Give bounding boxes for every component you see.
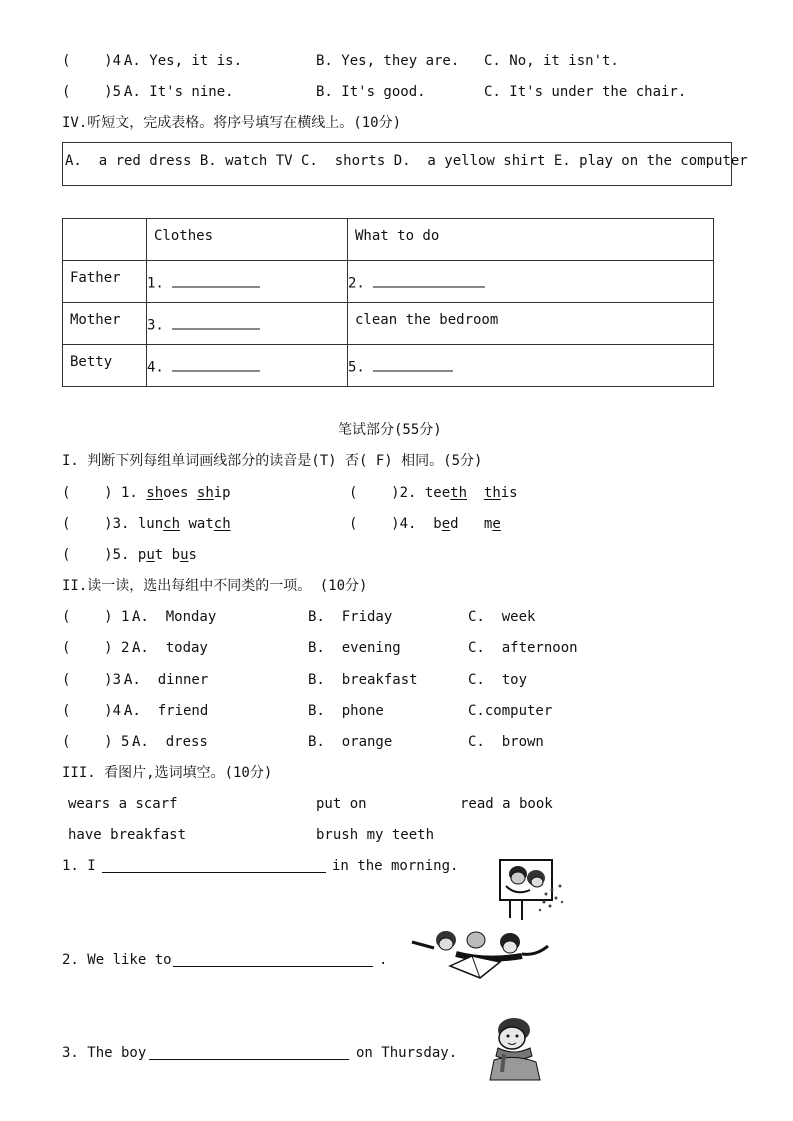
header-cell-todo: What to do xyxy=(348,219,714,261)
part2-heading: II.读一读，选出每组中不同类的一项。 (10分) xyxy=(62,578,368,594)
table-row xyxy=(63,261,714,303)
p2-item-5-a: A. dress xyxy=(132,734,208,750)
q1-suffix: in the morning. xyxy=(332,858,459,874)
q3-suffix: on Thursday. xyxy=(356,1045,458,1061)
word-bank-item: brush my teeth xyxy=(316,827,435,843)
q5-option-a: A. It's nine. xyxy=(124,84,234,100)
options-text: A. a red dress B. watch TV C. shorts D. a yellow shirt E. play on the computer xyxy=(65,153,748,169)
p2-item-3-c: C. toy xyxy=(468,672,528,688)
children-mirror-picture xyxy=(496,856,568,922)
person-cell: Mother xyxy=(63,303,147,345)
q3-answer-line[interactable] xyxy=(149,1059,349,1060)
options-box xyxy=(62,142,748,186)
p2-item-5-paren: ( ) 5. xyxy=(62,734,138,750)
table-header-row xyxy=(63,219,714,261)
answer-table xyxy=(62,218,714,387)
p2-item-3-a: A. dinner xyxy=(124,672,209,688)
q2-answer-line[interactable] xyxy=(173,966,373,967)
table-row xyxy=(63,303,714,345)
q3-prefix: 3. The boy xyxy=(62,1045,147,1061)
p1-item-4: ( )4. bed me xyxy=(349,516,501,532)
clothes-answer-cell[interactable]: 1. xyxy=(147,261,348,303)
p2-item-3-paren: ( )3. xyxy=(62,672,130,688)
part3-heading: III. 看图片,选词填空。(10分) xyxy=(62,765,273,781)
written-title: 笔试部分(55分) xyxy=(338,422,442,438)
p2-item-4-paren: ( )4. xyxy=(62,703,130,719)
q4-option-b: B. Yes, they are. xyxy=(316,53,460,69)
p2-item-4-b: B. phone xyxy=(308,703,384,719)
clothes-answer-cell[interactable]: 4. xyxy=(147,345,348,387)
word-bank-item: wears a scarf xyxy=(68,796,178,812)
p1-item-5: ( )5. put bus xyxy=(62,547,197,563)
children-reading-picture xyxy=(406,926,552,984)
q5-option-b: B. It's good. xyxy=(316,84,426,100)
clothes-answer-cell[interactable]: 3. xyxy=(147,303,348,345)
person-cell: Betty xyxy=(63,345,147,387)
q5-option-c: C. It's under the chair. xyxy=(484,84,687,100)
q1-prefix: 1. I xyxy=(62,858,96,874)
person-cell: Father xyxy=(63,261,147,303)
todo-answer-cell[interactable]: 2. xyxy=(348,261,714,303)
p2-item-4-a: A. friend xyxy=(124,703,209,719)
q2-prefix: 2. We like to xyxy=(62,952,172,968)
p2-item-2-a: A. today xyxy=(132,640,208,656)
p2-item-2-b: B. evening xyxy=(308,640,401,656)
part1-heading: I. 判断下列每组单词画线部分的读音是(T) 否( F) 相同。(5分) xyxy=(62,453,483,469)
p2-item-4-c: C.computer xyxy=(468,703,553,719)
p2-item-3-b: B. breakfast xyxy=(308,672,418,688)
word-bank-item: have breakfast xyxy=(68,827,187,843)
p1-item-2: ( )2. teeth this xyxy=(349,485,518,501)
p1-item-1: ( ) 1. shoes ship xyxy=(62,485,231,501)
q4-paren: ( )4. xyxy=(62,53,130,69)
word-bank-item: put on xyxy=(316,796,367,812)
q1-answer-line[interactable] xyxy=(102,872,326,873)
boy-scarf-picture xyxy=(484,1014,546,1084)
todo-text-cell: clean the bedroom xyxy=(348,303,714,345)
p2-item-2-c: C. afternoon xyxy=(468,640,578,656)
p2-item-1-b: B. Friday xyxy=(308,609,393,625)
q5-paren: ( )5. xyxy=(62,84,130,100)
p2-item-2-paren: ( ) 2. xyxy=(62,640,138,656)
header-cell-clothes: Clothes xyxy=(147,219,348,261)
p1-item-3: ( )3. lunch watch xyxy=(62,516,231,532)
table-row xyxy=(63,345,714,387)
word-bank-item: read a book xyxy=(460,796,553,812)
p2-item-5-c: C. brown xyxy=(468,734,544,750)
q4-option-c: C. No, it isn't. xyxy=(484,53,619,69)
todo-answer-cell[interactable]: 5. xyxy=(348,345,714,387)
q2-suffix: . xyxy=(379,952,388,968)
header-cell-empty xyxy=(63,219,147,261)
p2-item-1-a: A. Monday xyxy=(132,609,217,625)
q4-option-a: A. Yes, it is. xyxy=(124,53,243,69)
p2-item-1-paren: ( ) 1. xyxy=(62,609,138,625)
part4-heading: IV.听短文，完成表格。将序号填写在横线上。(10分) xyxy=(62,115,401,131)
p2-item-1-c: C. week xyxy=(468,609,536,625)
p2-item-5-b: B. orange xyxy=(308,734,393,750)
